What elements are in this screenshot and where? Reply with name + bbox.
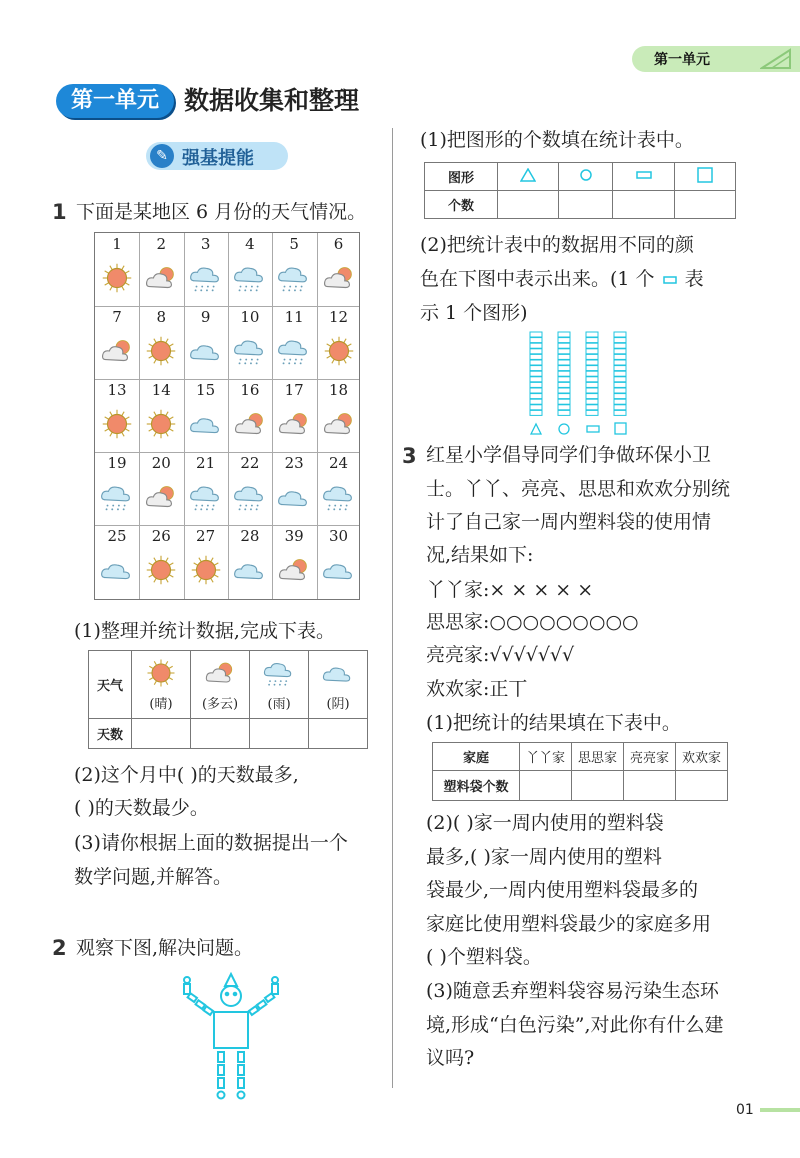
q2-table-square [674, 163, 735, 191]
q2-answer-cell[interactable] [498, 191, 559, 219]
q3-record-yaya: 丫丫家:× × × × × [426, 579, 594, 601]
calendar-day: 20 [151, 454, 171, 472]
q3-answer-cell[interactable] [624, 771, 676, 801]
weather-partly-icon [139, 261, 183, 299]
weather-sun-icon [139, 407, 183, 445]
weather-rain-icon [272, 334, 316, 372]
weather-partly-icon [272, 407, 316, 445]
q3-number: 3 [402, 444, 417, 468]
weather-sun-icon [317, 334, 361, 372]
unit-tab-label: 第一单元 [654, 52, 710, 68]
weather-sun-icon [184, 553, 228, 591]
q3-line3: 计了自己家一周内塑料袋的使用情 [426, 511, 712, 533]
q3-part2-line5: ( )个塑料袋。 [426, 946, 542, 968]
weather-rain-icon [317, 480, 361, 518]
q3-record-sisi: 思思家:○○○○○○○○○ [426, 611, 639, 633]
q1-part3-line2: 数学问题,并解答。 [74, 866, 233, 888]
q2-part2-line3: 示 1 个图形) [420, 302, 528, 324]
calendar-day: 21 [196, 454, 216, 472]
weather-calendar [94, 232, 360, 600]
weather-cloud-icon [272, 480, 316, 518]
q1-table-rain: (雨) [250, 651, 309, 719]
weather-sun-icon [95, 407, 139, 445]
q3-part2-line1: (2)( )家一周内使用的塑料袋 [426, 812, 664, 834]
q3-part2-line2: 最多,( )家一周内使用的塑料 [426, 846, 662, 868]
calendar-day: 7 [112, 308, 122, 326]
q1-table-head-weather: 天气 [89, 651, 132, 719]
q2-shape-table [424, 162, 736, 219]
shape-bar-columns [520, 330, 640, 438]
q1-number: 1 [52, 200, 67, 224]
q2-part2-line2: 色在下图中表示出来。(1 个 表 [420, 268, 704, 290]
weather-rain-icon [250, 657, 308, 693]
robot-hat-triangle [225, 974, 237, 986]
calendar-day: 3 [200, 235, 211, 253]
q1-answer-cell[interactable] [250, 719, 309, 749]
calendar-day: 5 [289, 235, 299, 253]
weather-partly-icon [317, 261, 361, 299]
calendar-day: 6 [333, 235, 344, 253]
calendar-day: 14 [151, 381, 171, 399]
q3-answer-cell[interactable] [572, 771, 624, 801]
q2-answer-cell[interactable] [613, 191, 674, 219]
weather-sun-icon [132, 657, 190, 693]
weather-sun-icon [139, 553, 183, 591]
q1-part3-line1: (3)请你根据上面的数据提出一个 [74, 832, 348, 854]
q2-table-head-shape: 图形 [425, 163, 498, 191]
calendar-day: 22 [240, 454, 260, 472]
weather-rain-icon [95, 480, 139, 518]
q2-answer-cell[interactable] [674, 191, 735, 219]
q2-table-rectangle [613, 163, 674, 191]
weather-sun-icon [95, 261, 139, 299]
q2-stem: 观察下图,解决问题。 [76, 937, 254, 959]
weather-rain-icon [228, 480, 272, 518]
robot-figure [176, 968, 286, 1108]
unit-rectangle-icon [661, 274, 679, 286]
q3-table-col: 丫丫家 [520, 743, 572, 771]
q2-part1: (1)把图形的个数填在统计表中。 [420, 129, 694, 151]
weather-rain-icon [184, 480, 228, 518]
column-divider [392, 128, 393, 1088]
q1-stem: 下面是某地区 6 月份的天气情况。 [76, 201, 367, 223]
pencil-icon: ✎ [150, 144, 174, 168]
calendar-day: 4 [245, 235, 255, 253]
robot-body-square [214, 1012, 248, 1048]
calendar-day: 13 [107, 381, 127, 399]
weather-partly-icon [317, 407, 361, 445]
weather-partly-icon [191, 657, 249, 693]
q3-line4: 况,结果如下: [426, 544, 534, 566]
q3-table-col: 亮亮家 [624, 743, 676, 771]
calendar-day: 15 [196, 381, 216, 399]
section-label: ✎ 强基提能 [146, 142, 288, 170]
calendar-day: 24 [328, 454, 349, 472]
q3-answer-cell[interactable] [676, 771, 728, 801]
calendar-day: 16 [240, 381, 260, 399]
weather-cloud-icon [184, 334, 228, 372]
calendar-day: 1 [112, 235, 122, 253]
q1-answer-cell[interactable] [132, 719, 191, 749]
calendar-day: 26 [151, 527, 171, 545]
calendar-day: 19 [107, 454, 127, 472]
page-bar [760, 1108, 800, 1112]
q3-record-liangliang: 亮亮家:√√√√√√√ [426, 644, 575, 666]
weather-sun-icon [139, 334, 183, 372]
q1-table-head-days: 天数 [89, 719, 132, 749]
q3-part2-line3: 袋最少,一周内使用塑料袋最多的 [426, 879, 699, 901]
calendar-day: 11 [284, 308, 304, 326]
unit-tab [632, 46, 800, 72]
calendar-day: 17 [284, 381, 304, 399]
q2-table-head-count: 个数 [425, 191, 498, 219]
q3-table-col: 欢欢家 [676, 743, 728, 771]
q3-line1: 红星小学倡导同学们争做环保小卫 [426, 444, 712, 466]
q3-part3-line2: 境,形成“白色污染”,对此你有什么建 [426, 1014, 724, 1036]
calendar-day: 18 [328, 381, 349, 399]
page-title: 数据收集和整理 [184, 86, 360, 115]
q3-part3-line3: 议吗? [426, 1047, 475, 1069]
q1-answer-cell[interactable] [190, 719, 249, 749]
q1-part2-line2: ( )的天数最少。 [74, 797, 209, 819]
q1-part2-line1: (2)这个月中( )的天数最多, [74, 764, 299, 786]
weather-partly-icon [95, 334, 139, 372]
weather-partly-icon [272, 553, 316, 591]
q2-table-circle [559, 163, 613, 191]
q3-record-huanhuan: 欢欢家:正丅 [426, 678, 528, 700]
q3-table-head-family: 家庭 [433, 743, 520, 771]
q3-table-head-count: 塑料袋个数 [433, 771, 520, 801]
calendar-day: 8 [156, 308, 167, 326]
weather-rain-icon [228, 334, 272, 372]
q1-table-cloudy: (阴) [309, 651, 368, 719]
q2-part2-line1: (2)把统计表中的数据用不同的颜 [420, 234, 694, 256]
weather-rain-icon [272, 261, 316, 299]
robot-head-circle [221, 986, 241, 1006]
q2-table-triangle [498, 163, 559, 191]
weather-cloud-icon [228, 553, 272, 591]
q3-table-col: 思思家 [572, 743, 624, 771]
calendar-day: 30 [328, 527, 349, 545]
weather-partly-icon [228, 407, 272, 445]
q1-weather-table [88, 650, 368, 749]
q3-part1: (1)把统计的结果填在下表中。 [426, 712, 681, 734]
calendar-day: 28 [240, 527, 260, 545]
title-badge: 第一单元 [56, 84, 174, 118]
q3-part3-line1: (3)随意丢弃塑料袋容易污染生态环 [426, 980, 719, 1002]
triangle-ruler-icon [760, 48, 794, 70]
calendar-day: 27 [196, 527, 216, 545]
weather-cloud-icon [184, 407, 228, 445]
weather-cloud-icon [317, 553, 361, 591]
q2-answer-cell[interactable] [559, 191, 613, 219]
weather-rain-icon [228, 261, 272, 299]
q3-line2: 士。丫丫、亮亮、思思和欢欢分别统 [426, 478, 731, 500]
calendar-day: 23 [284, 454, 304, 472]
q1-answer-cell[interactable] [309, 719, 368, 749]
calendar-day: 10 [240, 308, 260, 326]
calendar-day: 25 [107, 527, 127, 545]
calendar-day: 39 [284, 527, 304, 545]
weather-cloud-icon [95, 553, 139, 591]
page-number: 01 [736, 1102, 754, 1118]
q3-answer-cell[interactable] [520, 771, 572, 801]
q1-table-partly: (多云) [190, 651, 249, 719]
q1-table-sunny: (晴) [132, 651, 191, 719]
calendar-day: 2 [156, 235, 167, 253]
weather-partly-icon [139, 480, 183, 518]
q3-part2-line4: 家庭比使用塑料袋最少的家庭多用 [426, 913, 712, 935]
calendar-day: 9 [200, 308, 211, 326]
q2-number: 2 [52, 936, 67, 960]
weather-rain-icon [184, 261, 228, 299]
calendar-day: 12 [328, 308, 349, 326]
q1-part1: (1)整理并统计数据,完成下表。 [74, 620, 335, 642]
weather-cloud-icon [309, 657, 367, 693]
q3-bag-table [432, 742, 728, 801]
